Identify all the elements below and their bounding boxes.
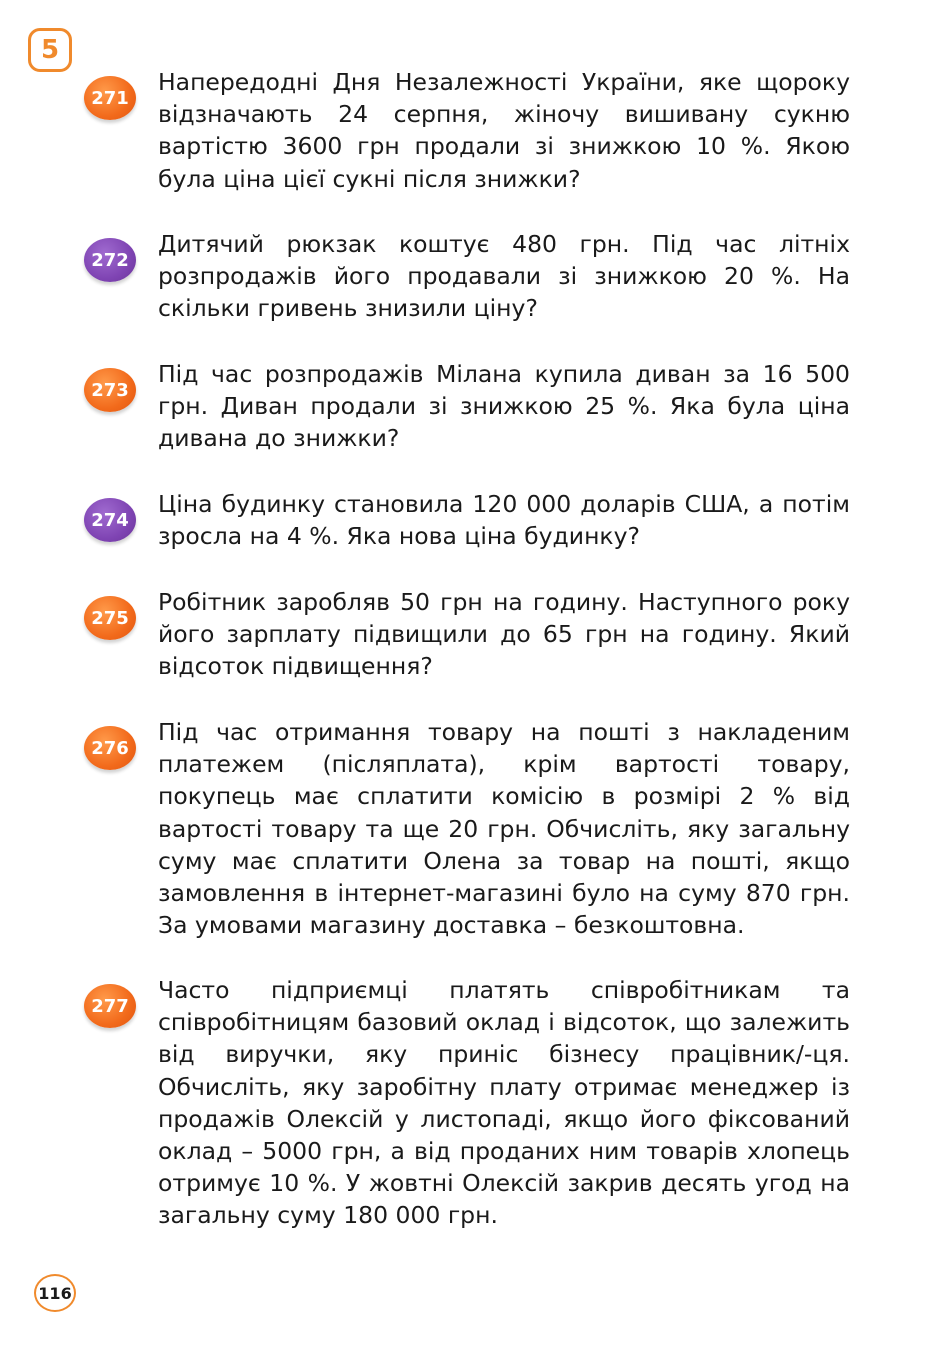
problem-number-badge: 272 <box>84 238 136 282</box>
problem-text: Напередодні Дня Незалежності України, яке щороку відзначають 24 серпня, жіночу вишивану сукню вартістю 3600 грн продали зі знижкою 10 %. Якою була ціна цієї сукні після знижки? <box>158 68 850 193</box>
problem-text: Дитячий рюкзак коштує 480 грн. Під час літніх розпродажів його продавали зі знижкою 20 %. На скільки гривень знизили ціну? <box>158 230 850 323</box>
problem-number-badge: 275 <box>84 596 136 640</box>
problem-text: Робітник заробляв 50 грн на годину. Наступного року його зарплату підвищили до 65 грн на годину. Який відсоток підвищення? <box>158 588 850 681</box>
problem-number-badge: 274 <box>84 498 136 542</box>
problem-number-badge: 277 <box>84 984 136 1028</box>
problem-text: Часто підприємці платять співробітникам та співробітницям базовий оклад і відсоток, що залежить від виручки, яку приніс бізнесу працівник/-ця. Обчисліть, яку заробітну плату отримає менеджер із продажів Олексій у листопаді, якщо його фіксований оклад – 5000 грн, а від проданих ним товарів хлопець отримує 10 %. У жовтні Олексій закрив десять угод на загальну суму 180 000 грн. <box>158 976 850 1230</box>
problem-number-badge: 276 <box>84 726 136 770</box>
problem-text: Ціна будинку становила 120 000 доларів США, а потім зросла на 4 %. Яка нова ціна будинку? <box>158 490 850 551</box>
chapter-badge: 5 <box>28 28 72 72</box>
problem-text: Під час отримання товару на пошті з накладеним платежем (післяплата), крім вартості товару, покупець має сплатити комісію в розмірі 2 % від вартості товару та ще 20 грн. Обчисліть, яку загальну суму має сплатити Олена за товар на пошті, якщо замовлення в інтернет-магазині було на суму 870 грн. За умовами магазину доставка – безкоштовна. <box>158 718 850 940</box>
problem-number-badge: 273 <box>84 368 136 412</box>
problem-number-badge: 271 <box>84 76 136 120</box>
problem-text: Під час розпродажів Мілана купила диван за 16 500 грн. Диван продали зі знижкою 25 %. Яка була ціна дивана до знижки? <box>158 360 850 453</box>
page-number: 116 <box>34 1274 76 1312</box>
